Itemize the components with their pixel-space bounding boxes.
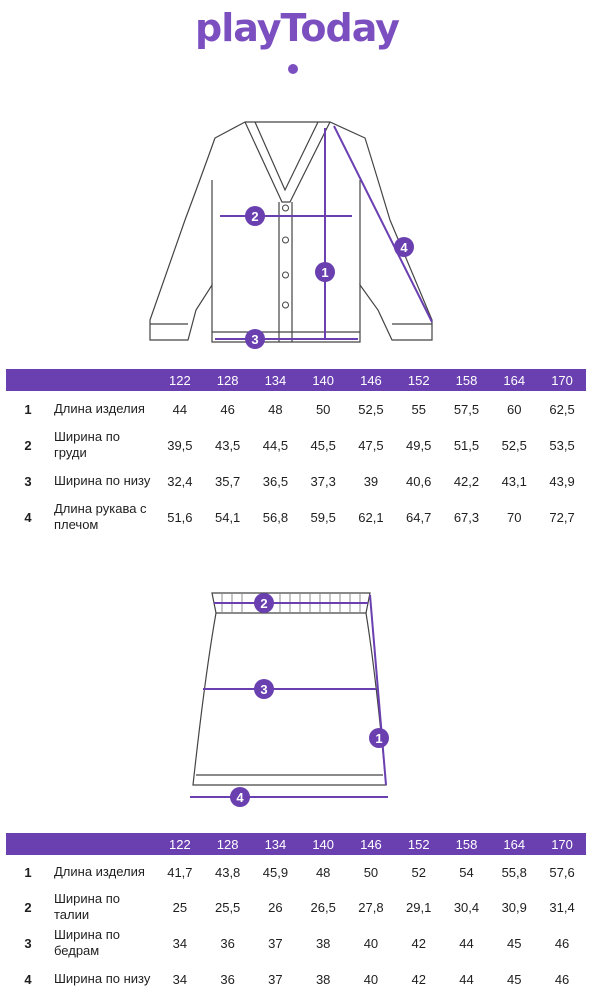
table-row: 2 Ширина по талии 25 25,5 26 26,5 27,8 29,1 30,4 30,9 31,4 [24, 891, 575, 922]
logo-dot [288, 64, 298, 74]
size-header: 122 [156, 369, 204, 391]
table-row: 3 Ширина по бедрам 34 36 37 38 40 42 44 45 46 [24, 927, 570, 958]
table-row: 4 Длина рукава с плечом 51,6 54,1 56,8 59,5 62,1 64,7 67,3 70 72,7 [24, 501, 575, 532]
size-header: 170 [538, 833, 586, 855]
cardigan-size-table [6, 369, 586, 535]
size-header: 140 [299, 833, 347, 855]
size-header: 134 [252, 369, 300, 391]
size-header: 134 [252, 833, 300, 855]
cardigan-diagram [0, 110, 594, 350]
size-header: 152 [395, 833, 443, 855]
skirt-diagram [0, 585, 594, 810]
table-row: 2 Ширина по груди 39,5 43,5 44,5 45,5 47,5 49,5 51,5 52,5 53,5 [24, 429, 575, 460]
size-header: 128 [204, 833, 252, 855]
size-header: 140 [299, 369, 347, 391]
table-header-row [6, 369, 586, 391]
marker-label-3: 3 [251, 332, 259, 347]
skirt-size-table [6, 833, 586, 997]
marker-label-1: 1 [375, 731, 383, 746]
table-row: 4 Ширина по низу 34 36 37 38 40 42 44 45 46 [24, 971, 570, 987]
size-header: 122 [156, 833, 204, 855]
table-row: 3 Ширина по низу 32,4 35,7 36,5 37,3 39 40,6 42,2 43,1 43,9 [24, 473, 575, 489]
size-header: 170 [538, 369, 586, 391]
size-header: 158 [443, 833, 491, 855]
size-header: 164 [490, 833, 538, 855]
marker-label-3: 3 [260, 682, 268, 697]
table-header-row [6, 833, 586, 855]
size-header: 146 [347, 833, 395, 855]
marker-label-4: 4 [400, 240, 408, 255]
marker-label-4: 4 [236, 790, 244, 805]
marker-label-2: 2 [251, 209, 259, 224]
size-header: 164 [490, 369, 538, 391]
brand-logo: playToday [195, 6, 399, 50]
marker-label-2: 2 [260, 596, 268, 611]
marker-label-1: 1 [321, 265, 329, 280]
size-header: 146 [347, 369, 395, 391]
size-header: 158 [443, 369, 491, 391]
size-header: 128 [204, 369, 252, 391]
table-row: 1 Длина изделия 41,7 43,8 45,9 48 50 52 54 55,8 57,6 [24, 864, 575, 880]
size-header: 152 [395, 369, 443, 391]
table-row: 1 Длина изделия 44 46 48 50 52,5 55 57,5 60 62,5 [24, 401, 575, 417]
